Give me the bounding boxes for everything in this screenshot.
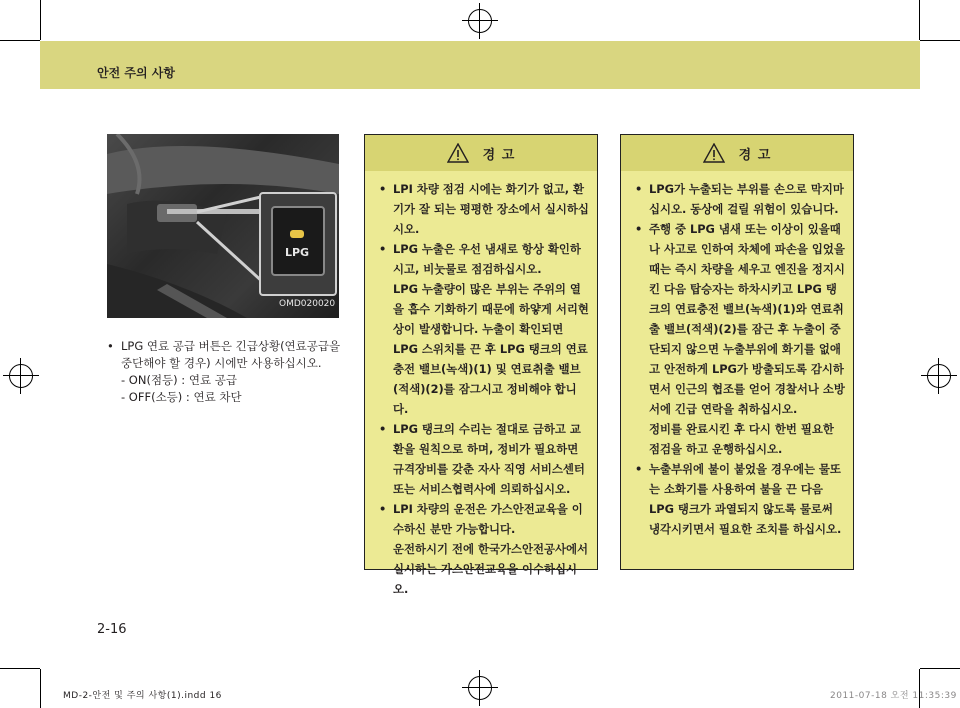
- warning-item: • LPG 탱크의 수리는 절대로 금하고 교환을 원칙으로 하며, 정비가 필요하면 규격장비를 갖춘 자사 직영 서비스센터 또는 서비스협력사에 의뢰하십시오.: [379, 422, 585, 496]
- crop-mark: [0, 668, 40, 669]
- warning-continuation: 운전하시기 전에 한국가스안전공사에서 실시하는 가스안전교육을 이수하십시오.: [393, 542, 588, 596]
- registration-mark: [3, 358, 39, 394]
- warning-item: • LPI 차량 점검 시에는 화기가 없고, 환기가 잘 되는 평평한 장소에서 실시하십시오.: [379, 182, 589, 236]
- crop-mark: [920, 40, 960, 41]
- lpg-indicator-lamp: [290, 230, 304, 238]
- warning-list: [633, 179, 845, 539]
- warning-item: • LPG가 누출되는 부위를 손으로 막지마십시오. 동상에 걸릴 위험이 있습니다.: [635, 182, 844, 216]
- crop-mark: [40, 0, 41, 40]
- crop-mark: [40, 669, 41, 708]
- warning-header: [621, 135, 853, 171]
- section-title: 안전 주의 사항: [97, 66, 175, 80]
- warning-title: 경 고: [482, 147, 516, 163]
- registration-mark: [462, 3, 498, 39]
- note-on: - ON(점등) : 연료 공급: [121, 373, 237, 387]
- crop-mark: [0, 40, 40, 41]
- registration-mark: [462, 670, 498, 706]
- dashboard-photo: [107, 134, 339, 318]
- footer-filename: MD-2-안전 및 주의 사항(1).indd 16: [63, 691, 222, 701]
- footer-timestamp: 2011-07-18 오전 11:35:39: [830, 691, 957, 701]
- page-number: 2-16: [97, 622, 127, 637]
- registration-mark: [921, 358, 957, 394]
- warning-icon: [703, 143, 725, 163]
- lpg-button-label: LPG: [284, 246, 310, 259]
- warning-box-left: [364, 134, 598, 596]
- note-text: LPG 연료 공급 버튼은 긴급상황(연료공급을 중단해야 할 경우) 시에만 사용하십시오.: [121, 339, 341, 370]
- crop-mark: [920, 668, 960, 669]
- photo-code: OMD020020: [279, 299, 336, 309]
- note-off: - OFF(소등) : 연료 차단: [121, 390, 242, 404]
- crop-mark: [919, 0, 920, 40]
- warning-item: • LPG 누출은 우선 냄새로 항상 확인하시고, 비눗물로 점검하십시오. LPG 누출량이 많은 부위는 주위의 열을 흡수 기화하기 때문에 하얗게 서리현상이 발생합니다. 누출이 확인되면 LPG 스위치를 끈 후 LPG 탱크의 연료충전 밸브(녹색)(1) 및 연료취출 밸브(적색)(2)를 잠그시고 정비해야 합니다.: [377, 239, 589, 419]
- lpg-button: [271, 206, 325, 276]
- warning-item: • LPI 차량의 운전은 가스안전교육을 이수하신 분만 가능합니다. 운전하시기 전에 한국가스안전공사에서 실시하는 가스안전교육을 이수하십시오.: [377, 499, 589, 599]
- warning-box-right: [620, 134, 854, 570]
- warning-continuation: LPG 누출량이 많은 부위는 주위의 열을 흡수 기화하기 때문에 하얗게 서리현상이 발생합니다. 누출이 확인되면 LPG 스위치를 끈 후 LPG 탱크의 연료충전 밸브(녹색)(1) 및 연료취출 밸브(적색)(2)를 잠그시고 정비해야 합니다.: [393, 282, 589, 416]
- warning-continuation: 정비를 완료시킨 후 다시 한번 필요한 점검을 하고 운행하십시오.: [649, 422, 834, 456]
- warning-title: 경 고: [738, 147, 772, 163]
- warning-list: [377, 179, 589, 599]
- warning-item: • 주행 중 LPG 냄새 또는 이상이 있을때나 사고로 인하여 차체에 파손을 입었을때는 즉시 차량을 세우고 엔진을 정지시킨 다음 탑승자는 하차시키고 LPG 탱크의 연료충전 밸브(녹색)(1)와 연료취출 밸브(적색)(2)를 잠근 후 누출이 중단되지 않으면 누출부위에 화기를 없애고 안전하게 LPG가 방출되도록 감시하면서 인근의 협조를 얻어 경찰서나 소방서에 긴급 연락을 취하십시오. 정비를 완료시킨 후 다시 한번 필요한 점검을 하고 운행하십시오.: [633, 219, 845, 459]
- lpg-button-notes: • LPG 연료 공급 버튼은 긴급상황(연료공급을 중단해야 할 경우) 시에만 사용하십시오. - ON(점등) : 연료 공급 - OFF(소등) : 연료 차단: [107, 338, 347, 406]
- warning-item: • 누출부위에 불이 붙었을 경우에는 물또는 소화기를 사용하여 불을 끈 다음 LPG 탱크가 과열되지 않도록 물로써 냉각시키면서 필요한 조치를 하십시오.: [635, 462, 842, 536]
- warning-header: [365, 135, 597, 171]
- warning-icon: [447, 143, 469, 163]
